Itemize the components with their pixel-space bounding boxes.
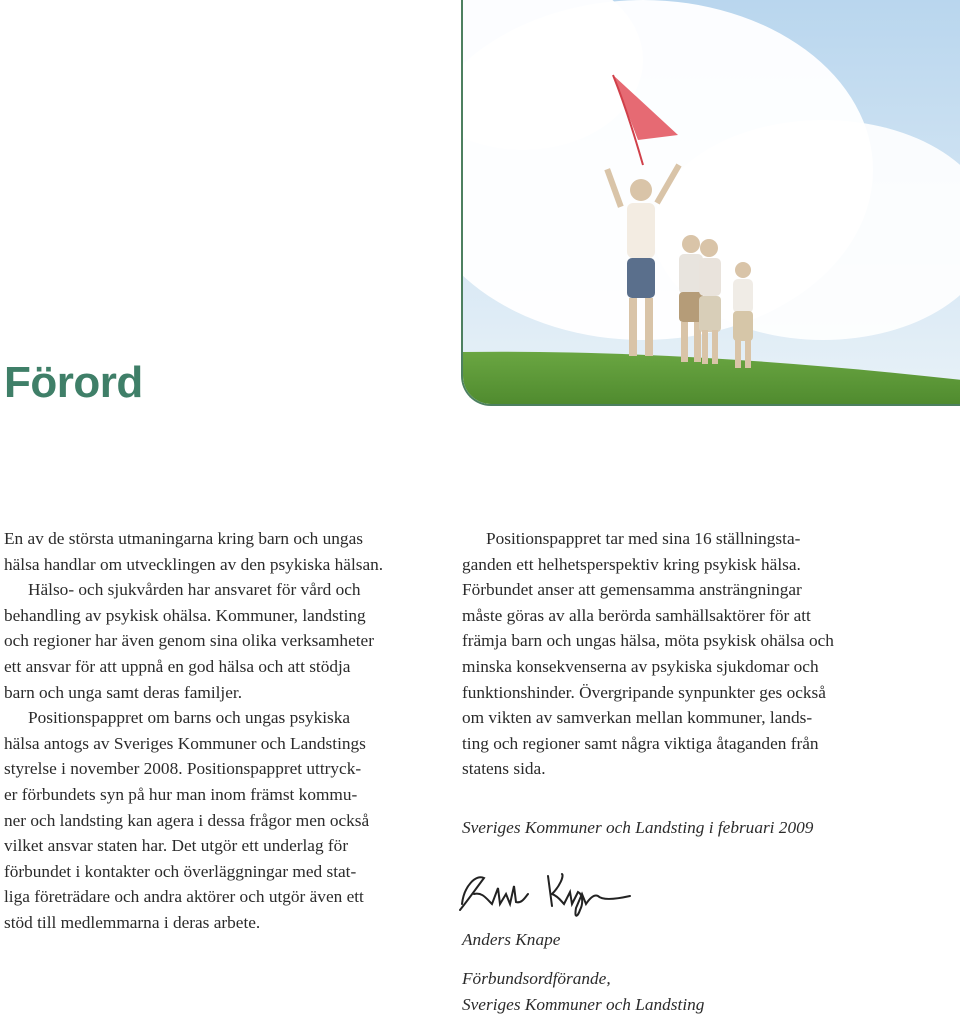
left-column-text xyxy=(4,526,434,936)
text-line: måste göras av alla berörda samhällsaktörer för att xyxy=(462,605,811,625)
text-line: minska konsekvenserna av psykiska sjukdomar och xyxy=(462,656,819,676)
text-line: främja barn och ungas hälsa, möta psykisk ohälsa och xyxy=(462,631,834,651)
signer-role: Förbundsordförande, xyxy=(462,969,611,988)
text-line: Positionspappret tar med sina 16 ställningsta- xyxy=(486,529,801,548)
text-line: om vikten av samverkan mellan kommuner, lands- xyxy=(462,708,813,728)
text-line: och regioner har även genom sina olika verksamheter xyxy=(4,631,374,651)
photo-illustration xyxy=(463,0,960,406)
signer-title xyxy=(462,966,704,1017)
text-line: behandling av psykisk ohälsa. Kommuner, landsting xyxy=(4,605,366,625)
text-line: ganden ett helhetsperspektiv kring psykisk hälsa. xyxy=(462,554,801,574)
handwritten-signature-icon xyxy=(452,864,652,931)
text-line: hälsa handlar om utvecklingen av den psykiska hälsan. xyxy=(4,554,384,574)
text-line: er förbundets syn på hur man inom främst kommu- xyxy=(4,784,358,804)
text-line: Förbundet anser att gemensamma ansträngningar xyxy=(462,580,802,600)
text-line: styrelse i november 2008. Positionspappret uttryck- xyxy=(4,759,362,779)
text-line: Hälso- och sjukvården har ansvaret för vård och xyxy=(28,580,361,600)
text-line: ner och landsting kan agera i dessa frågor men också xyxy=(4,810,370,830)
text-line: Positionspappret om barns och ungas psykiska xyxy=(28,708,351,728)
children-kite-photo xyxy=(461,0,960,406)
page-title: Förord xyxy=(4,358,143,407)
signer-organization: Sveriges Kommuner och Landsting xyxy=(462,994,705,1014)
text-line: funktionshinder. Övergripande synpunkter ges också xyxy=(462,682,826,702)
text-line: vilket ansvar staten har. Det utgör ett underlag för xyxy=(4,836,349,856)
paragraph xyxy=(462,526,932,782)
signature-graphic xyxy=(452,864,652,926)
signer-name: Anders Knape xyxy=(462,930,561,949)
right-column-text xyxy=(462,526,932,782)
text-line: förbundet i kontakter och överläggningar med stat- xyxy=(4,861,357,881)
paragraph xyxy=(4,526,434,936)
text-line: stöd till medlemmarna i deras arbete. xyxy=(4,912,261,932)
text-line: En av de största utmaningarna kring barn och ungas xyxy=(4,529,363,548)
text-line: hälsa antogs av Sveriges Kommuner och Landstings xyxy=(4,733,366,753)
text-line: ting och regioner samt några viktiga åtaganden från xyxy=(462,733,819,753)
text-line: liga företrädare och andra aktörer och utgör även ett xyxy=(4,887,364,907)
text-line: ett ansvar för att uppnå en god hälsa och att stödja xyxy=(4,656,351,676)
text-line: statens sida. xyxy=(462,759,546,779)
text-line: barn och unga samt deras familjer. xyxy=(4,682,243,702)
signoff-line: Sveriges Kommuner och Landsting i februari 2009 xyxy=(462,818,814,837)
